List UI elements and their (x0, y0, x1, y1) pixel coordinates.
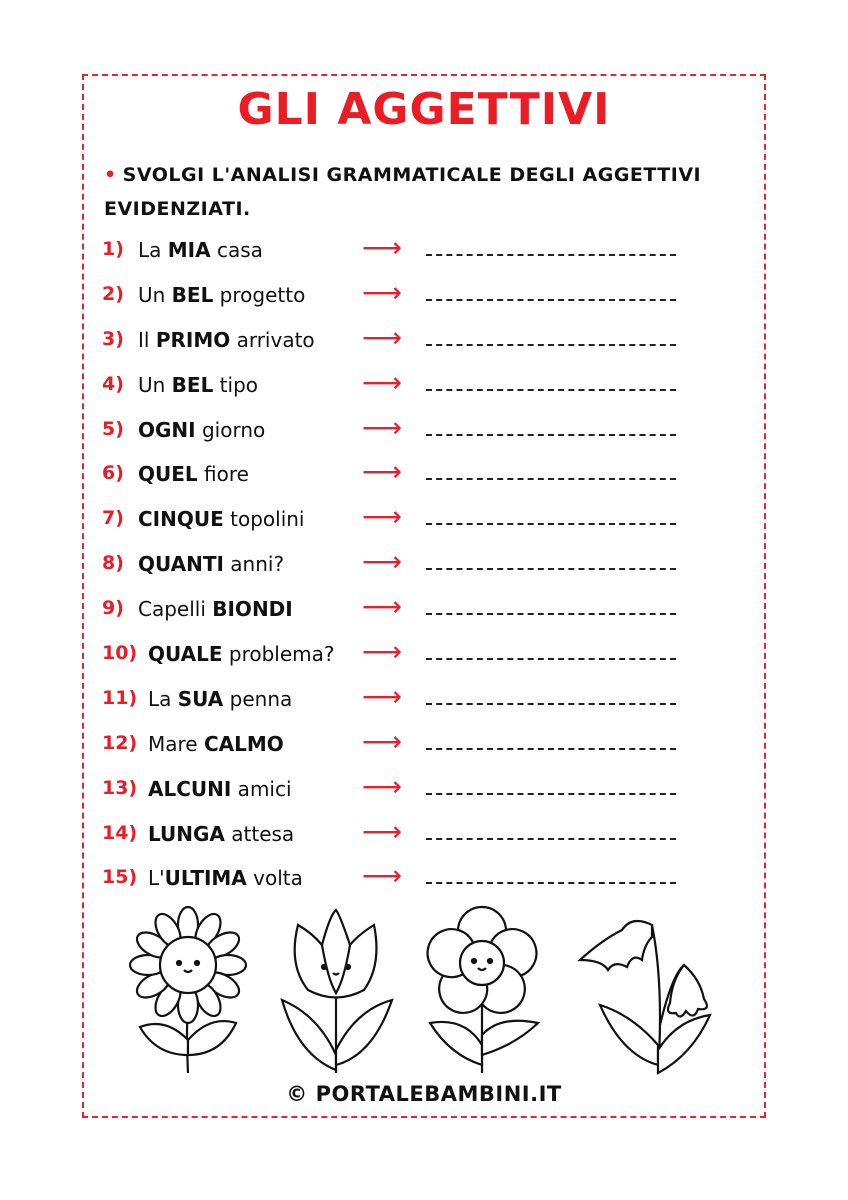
exercise-item (102, 322, 702, 367)
item-number: 11) (102, 686, 138, 709)
exercise-item (102, 546, 702, 591)
phrase-after: volta (246, 866, 303, 891)
highlighted-adjective: BEL (171, 282, 214, 307)
answer-blank-line[interactable] (426, 793, 676, 795)
phrase-before: Capelli (138, 597, 213, 622)
phrase-before: La (148, 686, 178, 711)
answer-blank-line[interactable] (426, 748, 676, 750)
item-phrase (138, 597, 293, 621)
answer-blank-line[interactable] (426, 478, 676, 480)
item-phrase (138, 373, 258, 397)
arrow-icon: ⟶ (362, 814, 403, 848)
flower-illustrations (120, 905, 730, 1080)
item-phrase (148, 687, 292, 711)
arrow-icon: ⟶ (362, 275, 403, 309)
item-phrase (138, 507, 304, 531)
instruction (104, 158, 754, 226)
phrase-after: progetto (213, 282, 306, 307)
exercise-list (102, 232, 702, 905)
phrase-before: Il (138, 327, 156, 352)
item-phrase (148, 732, 284, 756)
item-phrase (138, 238, 263, 262)
item-number: 2) (102, 282, 124, 305)
answer-blank-line[interactable] (426, 299, 676, 301)
highlighted-adjective: QUEL (138, 462, 198, 487)
item-number: 1) (102, 238, 124, 260)
answer-blank-line[interactable] (426, 658, 676, 660)
phrase-after: penna (223, 686, 293, 711)
item-number: 13) (102, 776, 138, 799)
exercise-item (102, 636, 702, 681)
round-flower-icon (420, 905, 546, 1075)
tulip-flower-icon (278, 905, 398, 1075)
arrow-icon: ⟶ (362, 320, 403, 354)
highlighted-adjective: LUNGA (148, 821, 225, 846)
exercise-item (102, 681, 702, 726)
instruction-text: SVOLGI L'ANALISI GRAMMATICALE DEGLI AGGETTIVI EVIDENZIATI. (104, 164, 702, 220)
item-number: 12) (102, 731, 138, 754)
highlighted-adjective: SUA (177, 686, 224, 711)
phrase-after: fiore (197, 462, 249, 487)
item-phrase (138, 328, 315, 352)
highlighted-adjective: PRIMO (155, 327, 231, 352)
exercise-item (102, 591, 702, 636)
highlighted-adjective: ALCUNI (148, 776, 232, 801)
item-phrase (148, 866, 303, 890)
exercise-item (102, 501, 702, 546)
highlighted-adjective: ULTIMA (164, 866, 247, 891)
arrow-icon: ⟶ (362, 859, 403, 893)
bellflower-icon (572, 905, 722, 1075)
arrow-icon: ⟶ (362, 590, 403, 624)
answer-blank-line[interactable] (426, 882, 676, 884)
daisy-flower-icon (126, 905, 256, 1075)
arrow-icon: ⟶ (362, 231, 403, 264)
phrase-before: La (138, 238, 168, 262)
arrow-icon: ⟶ (362, 410, 403, 444)
answer-blank-line[interactable] (426, 389, 676, 391)
answer-blank-line[interactable] (426, 523, 676, 525)
exercise-item (102, 412, 702, 457)
exercise-item (102, 232, 702, 277)
exercise-item (102, 771, 702, 816)
exercise-item (102, 456, 702, 501)
footer-copyright: © PORTALEBAMBINI.IT (286, 1082, 562, 1106)
item-phrase (148, 822, 294, 846)
exercise-item (102, 277, 702, 322)
highlighted-adjective: CINQUE (138, 507, 224, 532)
phrase-after: anni? (223, 552, 285, 577)
answer-blank-line[interactable] (426, 838, 676, 840)
item-number: 9) (102, 597, 124, 620)
phrase-after: giorno (195, 417, 266, 442)
item-phrase (138, 552, 284, 576)
exercise-item (102, 860, 702, 905)
phrase-after: arrivato (230, 327, 315, 352)
item-phrase (148, 777, 292, 801)
answer-blank-line[interactable] (426, 434, 676, 436)
arrow-icon: ⟶ (362, 679, 403, 713)
highlighted-adjective: OGNI (138, 417, 196, 442)
highlighted-adjective: CALMO (203, 731, 284, 756)
item-number: 8) (102, 552, 124, 575)
item-phrase (138, 283, 305, 307)
answer-blank-line[interactable] (426, 568, 676, 570)
page-title: GLI AGGETTIVI (237, 84, 611, 135)
item-number: 10) (102, 642, 138, 665)
answer-blank-line[interactable] (426, 254, 676, 256)
arrow-icon: ⟶ (362, 545, 403, 579)
phrase-before: Mare (148, 731, 204, 756)
item-number: 4) (102, 372, 124, 395)
phrase-after: casa (210, 238, 263, 262)
answer-blank-line[interactable] (426, 344, 676, 346)
arrow-icon: ⟶ (362, 455, 403, 489)
item-number: 7) (102, 507, 124, 530)
instruction-bullet: • (104, 164, 117, 186)
phrase-after: tipo (213, 372, 259, 397)
item-number: 6) (102, 462, 124, 485)
exercise-item (102, 816, 702, 861)
arrow-icon: ⟶ (362, 724, 403, 758)
arrow-icon: ⟶ (362, 500, 403, 534)
phrase-after: attesa (224, 821, 295, 846)
item-number: 15) (102, 866, 138, 889)
phrase-before: Un (138, 372, 172, 397)
highlighted-adjective: QUALE (148, 642, 223, 667)
item-phrase (138, 418, 265, 442)
highlighted-adjective: BIONDI (212, 597, 293, 622)
phrase-before: L' (148, 866, 165, 891)
item-number: 14) (102, 821, 138, 844)
highlighted-adjective: BEL (171, 372, 214, 397)
exercise-item (102, 367, 702, 412)
answer-blank-line[interactable] (426, 703, 676, 705)
phrase-after: amici (231, 776, 292, 801)
arrow-icon: ⟶ (362, 635, 403, 669)
item-phrase (138, 462, 249, 486)
highlighted-adjective: QUANTI (138, 552, 224, 577)
phrase-before: Un (138, 282, 172, 307)
arrow-icon: ⟶ (362, 769, 403, 803)
arrow-icon: ⟶ (362, 365, 403, 399)
phrase-after: problema? (222, 642, 335, 667)
item-number: 3) (102, 327, 124, 350)
highlighted-adjective: MIA (167, 238, 211, 262)
answer-blank-line[interactable] (426, 613, 676, 615)
phrase-after: topolini (223, 507, 305, 532)
item-phrase (148, 642, 335, 666)
item-number: 5) (102, 417, 124, 440)
exercise-item (102, 726, 702, 771)
